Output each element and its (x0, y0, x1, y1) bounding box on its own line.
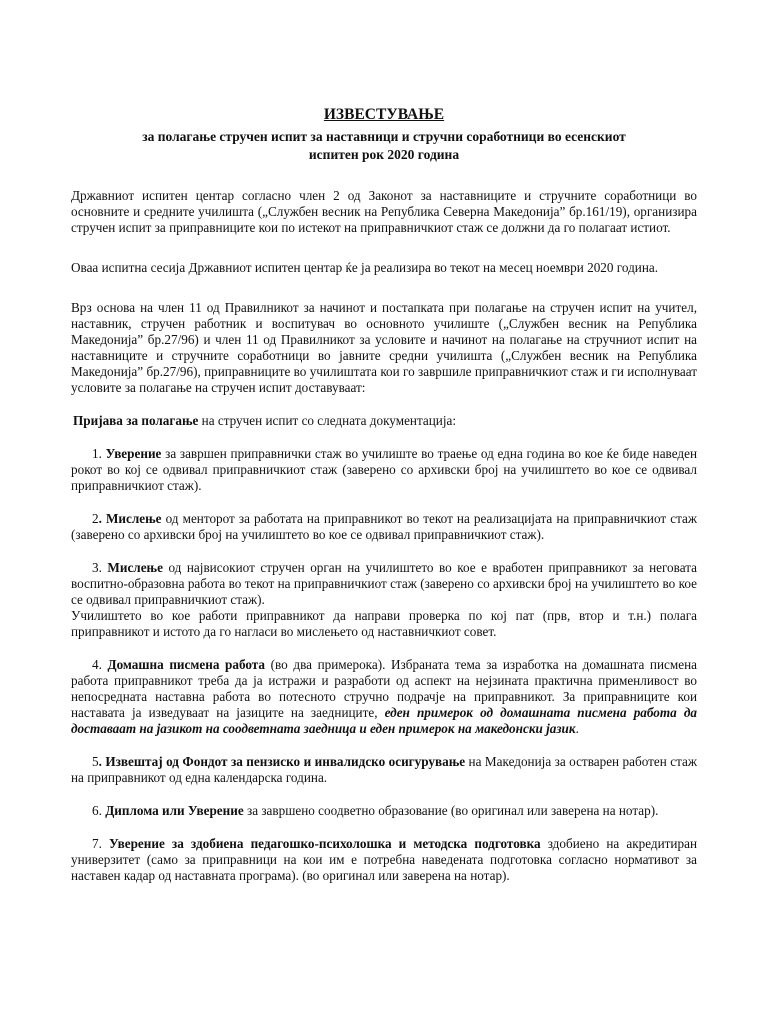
item-text: од највисокиот стручен орган на училиштето во кое е вработен приправникот за неговата воспитно-образовна работа во текот на приправничкиот стаж (заверено со архивски број на училиштето во кое се одвивал приправничкиот стаж). (71, 560, 697, 607)
item-number: 7. (92, 836, 109, 851)
item-bold: Уверение за здобиена педагошко-психолошка и методска подготовка (109, 836, 541, 851)
item-number: 3. (92, 560, 108, 575)
list-item-1 (71, 446, 697, 494)
item-number: 2 (92, 511, 99, 526)
document-title: ИЗВЕСТУВАЊЕ (323, 106, 445, 123)
list-item-3 (71, 560, 697, 608)
list-item-3-note: Училиштето во кое работи приправникот да направи проверка по кој пат (прв, втор и т.н.) полага приправникот и истото да го нагласи во мислењето од наставничкиот совет. (71, 608, 697, 639)
list-item-7 (71, 836, 697, 884)
list-item-6 (71, 803, 697, 819)
session-paragraph: Оваа испитна сесија Државниот испитен центар ќе ја реализира во текот на месец ноември 2020 година. (71, 260, 659, 275)
item-text: од менторот за работата на приправникот во текот на реализацијата на приправничкиот стаж (заверено со архивски број на училиштето во кое се одвивал приправничкиот стаж). (71, 511, 698, 542)
item-bold: Домашна писмена работа (107, 657, 266, 672)
subtitle-line-1: за полагање стручен испит за наставници и стручни соработници во есенскиот (142, 129, 626, 144)
intro-paragraph: Државниот испитен центар согласно член 2 од Законот за наставниците и стручните соработници во основните и средните училишта („Службен весник на Република Северна Македонија” бр.161/19), организира стручен испит за приправниците кои по истекот на приправничкиот стаж се должни да го полагаат истиот. (71, 188, 697, 235)
item-bold-italic: еден примерок од домашната писмена работа да доставаат на јазикот на соодветната заедница и еден примерок на македонски јазик (71, 705, 697, 736)
list-item-5 (71, 754, 697, 786)
list-item-2 (71, 511, 697, 543)
application-heading (73, 413, 697, 429)
application-rest: на стручен испит со следната документација: (198, 413, 457, 428)
item-bold: . Извештај од Фондот за пензиско и инвалидско осигурување (98, 754, 466, 769)
item-number: 5 (92, 754, 99, 769)
document-subtitle (71, 128, 697, 164)
item-text: (во два примерока). Избраната тема за изработка на домашната писмена работа приправникот треба да ја истражи и разработи од аспект на нејзината практична применливост во непосредната наставна работа во потесното стручно подрачје на приправникот. За приправниците кои наставата ја изведуваат на јазиците на заедниците, (71, 657, 698, 720)
item-bold: . Мислење (98, 511, 162, 526)
list-item-4 (71, 657, 697, 737)
item-bold: Уверение (105, 446, 162, 461)
item-text: на Македонија за остварен работен стаж на приправникот од една календарска година. (71, 754, 698, 785)
item-text: за завршен приправнички стаж во училиште во траење од една година во кое ќе биде наведен рокот во кој се одвивал приправничкиот стаж (заверено со архивски број на училиштето во кое се одвивал приправничкиот стаж). (71, 446, 698, 493)
application-bold: Пријава за полагање (73, 413, 199, 428)
item-text: за завршено соодветно образование (во оригинал или заверена на нотар). (243, 803, 659, 818)
item-bold: Мислење (107, 560, 163, 575)
subtitle-line-2: испитен рок 2020 година (308, 147, 460, 162)
item-bold: Диплома или Уверение (105, 803, 244, 818)
item-text: здобиено на акредитиран универзитет (само за приправници на кои им е потребна наведената подготовка согласно нормативот за наставен кадар од наставната програма). (во оригинал или заверена на нотар). (71, 836, 697, 883)
item-number: 6. (92, 803, 106, 818)
item-end: . (575, 721, 579, 736)
item-number: 1. (92, 446, 106, 461)
item-number: 4. (92, 657, 108, 672)
legal-basis-paragraph: Врз основа на член 11 од Правилникот за начинот и постапката при полагање на стручен испит на учител, наставник, стручен работник и воспитувач во основното училиште („Службен весник на Република Македонија” бр.27/96) и член 11 од Правилникот за условите и начинот на полагање на стручниот испит на наставниците и стручните соработници во јавните средни училишта („Службен весник на Република Македонија” бр.27/96), приправниците во училиштата кои го завршиле приправничкиот стаж и ги исполнуваат условите за полагање на стручен испит доставуваат: (71, 300, 697, 395)
